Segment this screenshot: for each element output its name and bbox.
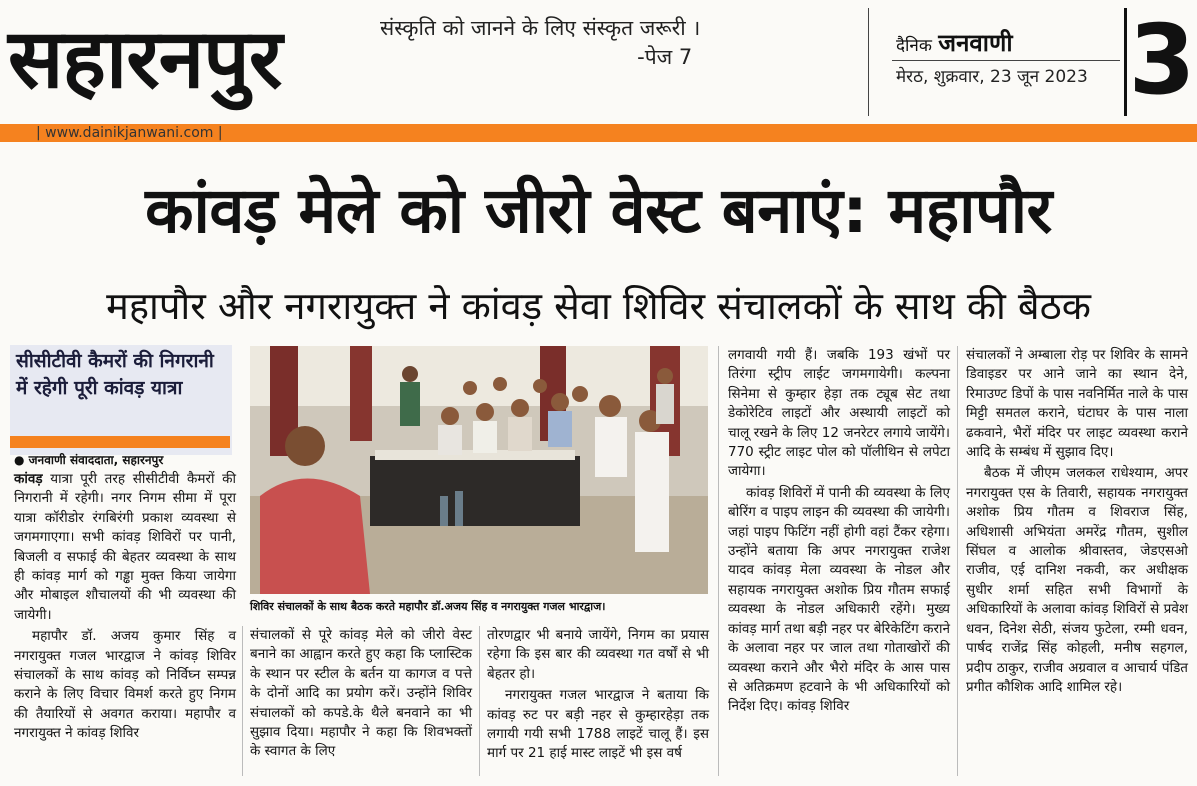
website-url: | www.dainikjanwani.com | [36,125,223,141]
header-divider [868,8,869,116]
teaser-text: संस्कृति को जानने के लिए संस्कृत जरूरी । [380,16,701,40]
brand-rule [892,60,1120,61]
article-text: यात्रा पूरी तरह सीसीटीवी कैमरों की निगरानी में रहेगी। नगर निगम सीमा में पूरा यात्रा कॉरीडोर रंगबिरंगी प्रकाश व्यवस्था से जगमगाएगा। सभी कांवड़ शिविरों पर पानी, बिजली व सफाई की बेहतर व्यवस्था के साथ ही कांवड़ मार्ग को गड्ढा मुक्त किया जायेगा और मोबाइल शौचालयों की भी व्यवस्था की जायेगी। [14,471,236,623]
brand-name: जनवाणी [938,29,1013,57]
dateline: मेरठ, शुक्रवार, 23 जून 2023 [896,67,1088,87]
column-separator [718,346,719,776]
article-paragraph: बैठक में जीएम जलकल राधेश्याम, अपर नगरायुक्त एस के तिवारी, सहायक नगरायुक्त अशोक प्रिय गौतम व शिवराज सिंह, अधिशासी अभियंता अमरेंद्र गौतम, सुशील सिंघल व आलोक श्रीवास्तव, जेडएसओ राजीव, एई दानिश नकवी, कर अधीक्षक सुधीर शर्मा सहित सभी विभागों के अधिकारियों के अलावा कांवड़ शिविरों से प्रवेश धवन, दिनेश सेठी, संजय फुटेला, रम्मी धवन, पार्षद राजेंद्र सिंह कोहली, मनीष सहगल, प्रदीप ठाकुर, राजीव अग्रवाल व आचार्य पंडित प्रगीत कौशिक आदि शामिल रहे। [966,465,1188,695]
byline: ● जनवाणी संवाददाता, सहारनपुर [14,453,164,467]
article-paragraph: लगवायी गयी हैं। जबकि 193 खंभों पर तिरंगा स्ट्रीप लाईट जगमगायेगी। कल्पना सिनेमा से कुम्हार हेड़ा तक ट्यूब सेट तथा डेकोरेटिव लाइटों और अस्थायी लाइटों को चालू रखने के लिए 12 जनरेटर लगाये जायेंगे। 770 स्ट्रीट लाइट पोल को पॉलीथिन से लपेटा जायेगा। [728,347,950,480]
article-paragraph: महापौर डॉ. अजय कुमार सिंह व नगरायुक्त गजल भारद्वाज ने कांवड़ शिविर संचालकों के साथ कांवड़ को निर्विघ्न सम्पन्न कराने के लिए विचार विमर्श करते हुए निगम की तैयारियों से अवगत कराया। महापौर व नगरायुक्त ने कांवड़ शिविर [14,628,236,742]
teaser [380,14,700,72]
column-separator [957,346,958,776]
subheadline: महापौर और नगरायुक्त ने कांवड़ सेवा शिविर संचालकों के साथ की बैठक [106,284,1091,328]
meeting-photo-illustration [250,346,708,594]
article-paragraph: तोरणद्वार भी बनाये जायेंगे, निगम का प्रयास रहेगा कि इस बार की व्यवस्था गत वर्षों से भी बेहतर हो। [487,627,709,682]
article-lead-word: कांवड़ [14,471,43,487]
article-paragraph [14,470,236,625]
article-column-1 [14,470,236,744]
column-separator [479,626,480,776]
article-column-5 [966,346,1188,697]
brand [896,26,1013,59]
column-separator [242,626,243,776]
meeting-photo [250,346,708,594]
masthead-city-title: सहारनपुर [8,12,282,107]
teaser-page-ref: -पेज 7 [637,45,693,69]
page-number-divider [1124,8,1127,116]
sidebox-accent-bar [10,436,230,448]
article-paragraph: कांवड़ शिविरों में पानी की व्यवस्था के लिए बोरिंग व पाइप लाइन की व्यवस्था की जायेगी। जहां पाइप फिटिंग नहीं होगी वहां टैंकर रहेगा। उन्होंने बताया कि अपर नगरायुक्त राजेश यादव कांवड़ मेला व्यवस्था के नोडल और सहायक नगरायुक्त अशोक प्रिय गौतम सफाई व्यवस्था के नोडल अधिकारी रहेंगे। मुख्य कांवड़ मार्ग तथा बड़ी नहर पर बेरिकेटिंग कराने के अलावा नहर पर जाल तथा गोताखोरों की व्यवस्था कराने और भैरो मंदिर के आस पास से अतिक्रमण हटवाने के भी अधिकारियों को निर्देश दिए। कांवड़ शिविर [728,484,950,715]
brand-prefix: दैनिक [896,36,932,56]
sidebox-title: सीसीटीवी कैमरों की निगरानी में रहेगी पूरी कांवड़ यात्रा [16,350,214,399]
headline: कांवड़ मेले को जीरो वेस्ट बनाएं: महापौर [145,174,1052,247]
article-column-3 [487,626,709,764]
article-paragraph: नगरायुक्त गजल भारद्वाज ने बताया कि कांवड़ रुट पर बड़ी नहर से कुम्हारहेड़ा तक लगायी गयी सभी 1788 लाइटें चालू हैं। इस मार्ग पर 21 हाई मास्ट लाइटें भी इस वर्ष [487,687,709,762]
photo-caption: शिविर संचालकों के साथ बैठक करते महापौर डॉ.अजय सिंह व नगरायुक्त गजल भारद्वाज। [250,600,606,613]
article-paragraph: संचालकों ने अम्बाला रोड़ पर शिविर के सामने डिवाइडर पर आने जाने का स्थान देने, रिमाउण्ट डिपों के पास नवनिर्मित नाले के पास मिट्टी समतल कराने, घंटाघर के पास नाला ढकवाने, भैरों मंदिर पर लाइट व्यवस्था कराने आदि के सम्बंध में सुझाव दिए। [966,347,1188,461]
article-column-2 [250,626,472,762]
article-paragraph: संचालकों से पूरे कांवड़ मेले को जीरो वेस्ट बनाने का आह्वान करते हुए कहा कि प्लास्टिक के स्थान पर स्टील के बर्तन या कागज व पत्ते के दोनों आदि का प्रयोग करें। उन्होंने शिविर संचालकों को कपडे.के थैले बनवाने का भी सुझाव दिया। महापौर ने कहा कि शिवभक्तों के स्वागत के लिए [250,627,472,760]
page-number: 3 [1128,4,1196,116]
article-column-4 [728,346,950,717]
